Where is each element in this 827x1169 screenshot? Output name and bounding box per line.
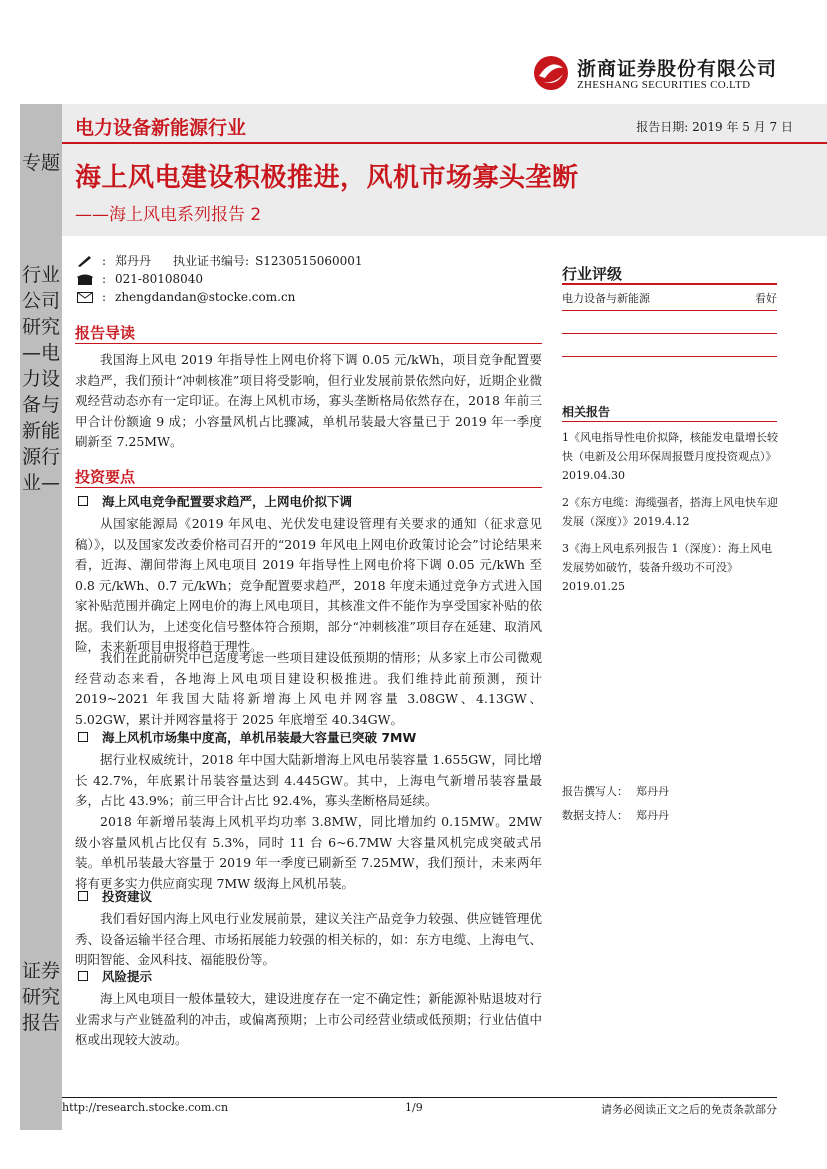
checkbox-square-icon <box>78 891 88 901</box>
company-logo-icon <box>531 54 571 92</box>
pricing-paragraph-2: 我们在此前研究中已适度考虑一些项目建设低预期的情形；从多家上市公司微观经营动态来看，各地海上风电项目建设积极推进。我们维持此前预测，预计 2019~2021 年我国大陆将新增海上风电并网容量 3.08GW、4.13GW、5.02GW，累计并网容量将于 2025 年底增至 40.34GW。 <box>75 650 542 727</box>
market-paragraph-2: 2018 年新增吊装海上风机平均功率 3.8MW，同比增加约 0.15MW。2MW 级小容量风机占比仅有 5.3%，同时 11 台 6~6.7MW 大容量风机完成突破式吊装。单机吊装最大容量于 2019 年一季度已刷新至 7.25MW，我们预计，未来两年将有更多实力供应商实现 7MW 级海上风机吊装。 <box>75 814 542 891</box>
contact-phone-row: : 021-80108040 <box>75 270 363 288</box>
rating-row <box>562 290 777 306</box>
risk-paragraph: 海上风电项目一般体量较大，建设进度存在一定不确定性；新能源补贴退坡对行业需求与产业链盈利的冲击，或偏离预期；上市公司经营业绩或低预期；行业估值中枢或出现较大波动。 <box>75 991 542 1047</box>
sector-label: 电力设备新能源行业 <box>75 117 247 139</box>
bullet-pricing-title: 海上风电竞争配置要求趋严，上网电价拟下调 <box>102 494 353 509</box>
analyst-phone: 021-80108040 <box>115 272 204 286</box>
analyst-email-link[interactable]: zhengdandan@stocke.com.cn <box>115 290 296 304</box>
intro-paragraph: 我国海上风电 2019 年指导性上网电价将下调 0.05 元/kWh，项目竞争配置要求趋严，我们预计“冲刺核准”项目将受影响，但行业发展前景依然向好，近期企业微观经营动态亦有一定印证。在海上风机市场，寡头垄断格局依然存在，2018 年前三甲合计份额逾 9 成；小容量风机占比骤减，单机吊装最大容量已于 2019 年一季度刷新至 7.25MW。 <box>75 352 542 449</box>
checkbox-square-icon <box>78 496 88 506</box>
related-report-item[interactable]: 3《海上风电系列报告 1（深度）：海上风电发展势如破竹，装备升级功不可没》2019.01.25 <box>562 542 772 593</box>
investment-paragraph: 我们看好国内海上风电行业发展前景，建议关注产品竞争力较强、供应链管理优秀、设备运输半径合理、市场拓展能力较强的相关标的，如：东方电缆、上海电气、明阳智能、金风科技、福能股份等。 <box>75 911 542 967</box>
related-reports-heading: 相关报告 <box>562 405 611 419</box>
rating-sector: 电力设备与新能源 <box>562 292 650 305</box>
footer-url-link[interactable]: http://research.stocke.com.cn <box>62 1101 229 1114</box>
report-date: 报告日期: 2019 年 5 月 7 日 <box>636 120 793 134</box>
bullet-investment <box>75 887 152 905</box>
intro-heading: 报告导读 <box>75 324 136 342</box>
report-title: 海上风电建设积极推进，风机市场寡头垄断 <box>75 163 579 193</box>
bullet-risk-title: 风险提示 <box>102 969 153 984</box>
page-number: 1/9 <box>405 1101 423 1114</box>
footer-divider <box>62 1097 777 1098</box>
rating-value: 看好 <box>755 292 777 305</box>
rating-divider-2 <box>562 310 777 311</box>
bullet-risk <box>75 967 152 985</box>
data-support-label: 数据支持人： <box>562 809 628 822</box>
bullet-market-title: 海上风机市场集中度高，单机吊装最大容量已突破 7MW <box>102 730 417 745</box>
rating-divider-3 <box>562 333 777 334</box>
analyst-name: 郑丹丹 <box>115 254 152 268</box>
title-divider <box>62 142 827 144</box>
pen-icon <box>75 254 97 268</box>
key-points-heading: 投资要点 <box>75 468 136 486</box>
analyst-contact <box>75 252 363 306</box>
market-paragraph-1: 据行业权威统计，2018 年中国大陆新增海上风电吊装容量 1.655GW，同比增长 42.7%，年底累计吊装容量达到 4.445GW。其中，上海电气新增吊装容量最多，占比 43.9%；前三甲合计占比 92.4%，寡头垄断格局延续。 <box>75 752 542 808</box>
writer-label: 报告撰写人： <box>562 785 628 798</box>
mail-icon <box>75 290 97 304</box>
checkbox-square-icon <box>78 732 88 742</box>
key-points-divider <box>75 487 542 488</box>
sidebar-topic-label: 专题 <box>21 152 60 174</box>
report-subtitle: ——海上风电系列报告 2 <box>75 205 262 225</box>
bullet-investment-title: 投资建议 <box>102 889 153 904</box>
intro-divider <box>75 343 542 344</box>
sidebar-category-label: 行业公司研究—电力设备与新能源行业— <box>21 264 60 494</box>
sidebar-report-type-label: 证券研究报告 <box>21 960 60 1034</box>
checkbox-square-icon <box>78 971 88 981</box>
related-report-item[interactable]: 2《东方电缆：海缆强者，搭海上风电快车迎发展（深度）》2019.4.12 <box>562 496 778 528</box>
contact-name-row: : 郑丹丹 执业证书编号: S1230515060001 <box>75 252 363 270</box>
company-name-en: ZHESHANG SECURITIES CO.LTD <box>577 79 751 91</box>
phone-icon <box>75 272 97 286</box>
data-support-name: 郑丹丹 <box>636 809 669 822</box>
writer-name: 郑丹丹 <box>636 785 669 798</box>
cert-number: S1230515060001 <box>255 254 363 268</box>
bullet-pricing <box>75 492 352 510</box>
contact-email-row: : zhengdandan@stocke.com.cn <box>75 288 363 306</box>
cert-label: 执业证书编号: <box>173 254 250 268</box>
company-name-cn: 浙商证券股份有限公司 <box>577 58 778 80</box>
related-reports-list <box>562 428 780 604</box>
related-divider <box>562 421 777 422</box>
footer-disclaimer: 请务必阅读正文之后的免责条款部分 <box>601 1103 777 1116</box>
rating-divider <box>562 283 777 285</box>
rating-divider-4 <box>562 356 777 357</box>
company-logo <box>531 52 778 96</box>
rating-heading: 行业评级 <box>562 265 623 283</box>
bullet-market <box>75 728 416 746</box>
analyst-credits <box>562 780 669 828</box>
related-report-item[interactable]: 1《风电指导性电价拟降，核能发电量增长较快（电新及公用环保周报暨月度投资观点）》2019.04.30 <box>562 431 778 482</box>
pricing-paragraph-1: 从国家能源局《2019 年风电、光伏发电建设管理有关要求的通知（征求意见稿）》，以及国家发改委价格司召开的“2019 年风电上网电价政策讨论会”讨论结果来看，近海、潮间带海上风电项目 2019 年指导性上网电价将下调 0.05 元/kWh 至 0.8 元/kWh、0.7 元/kWh；竞争配置要求趋严，2018 年度未通过竞争方式进入国家补贴范围并确定上网电价的海上风电项目，其核准文件不能作为享受国家补贴的依据。我们认为，上述变化信号整体符合预期，部分“冲刺核准”项目存在延建、取消风险，未来新项目申报将趋于理性。 <box>75 516 542 654</box>
